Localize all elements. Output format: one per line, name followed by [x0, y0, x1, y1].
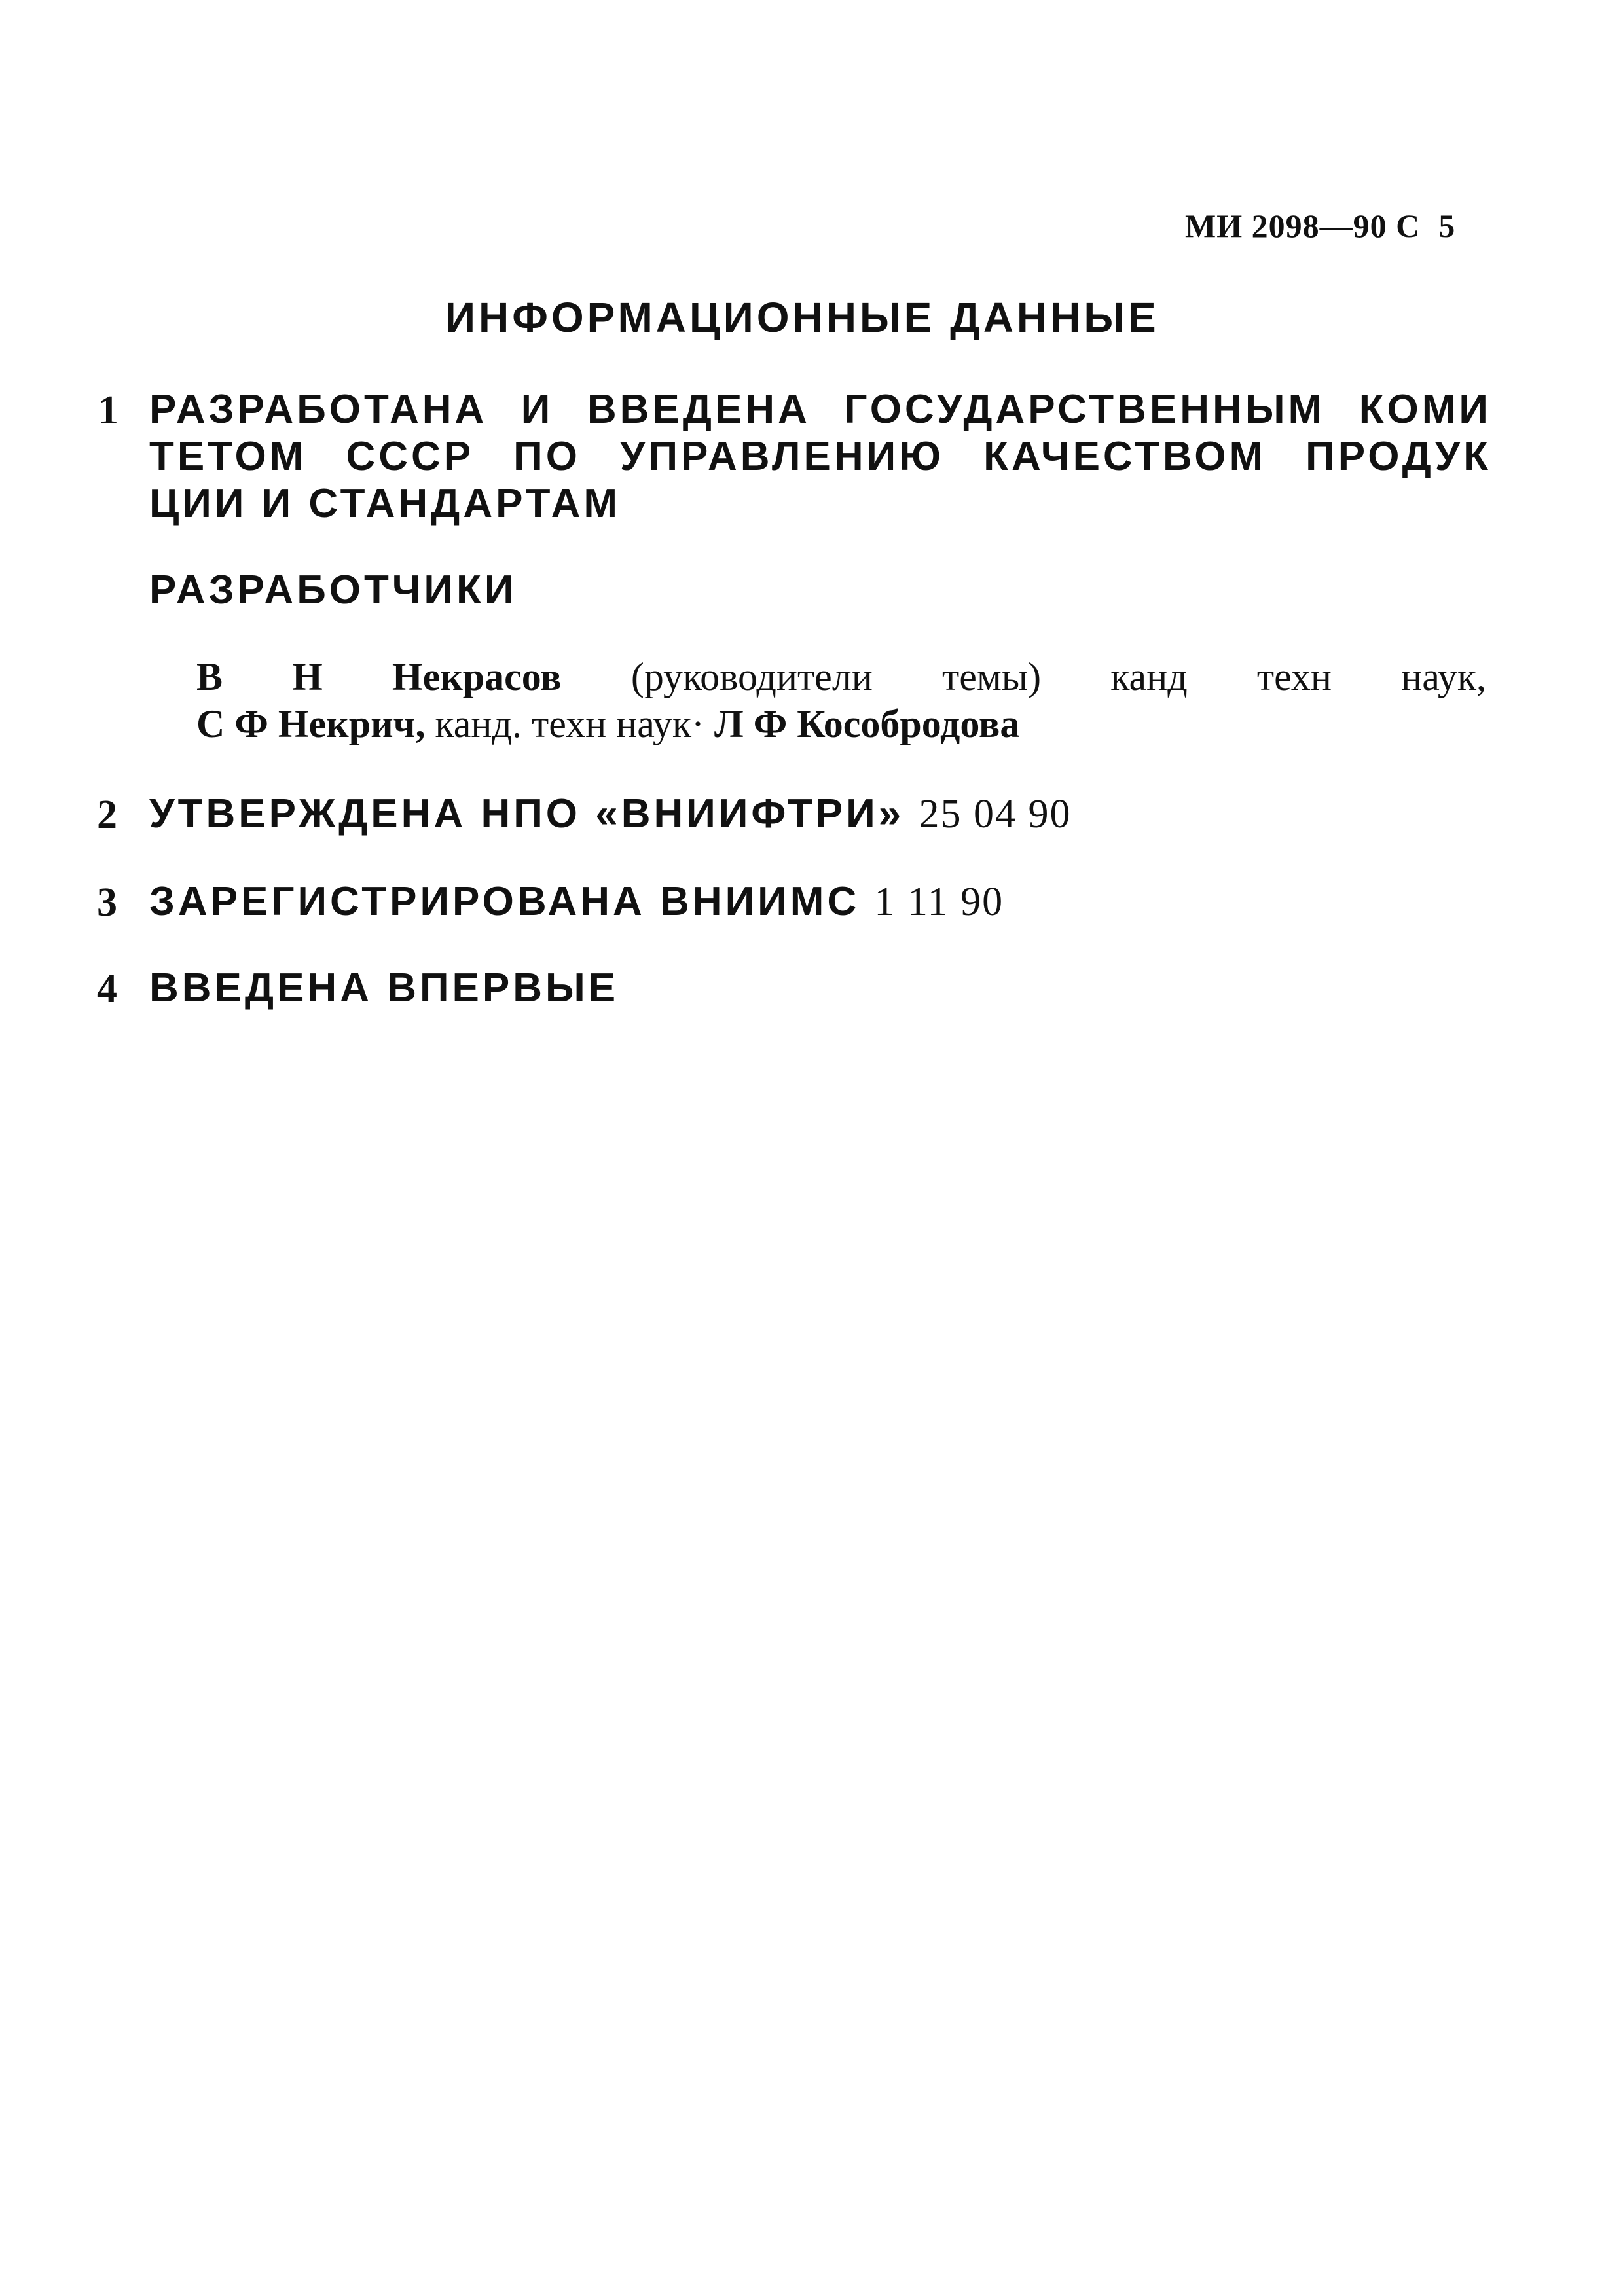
item-3-number: 3 — [97, 880, 117, 925]
item-2-number: 2 — [97, 793, 117, 837]
item-3-label: ЗАРЕГИСТРИРОВАНА ВНИИМС — [149, 879, 860, 924]
developer-name: Л Ф Кособродова — [714, 702, 1020, 745]
item-1-number: 1 — [98, 388, 119, 433]
page-number: 5 — [1438, 207, 1456, 244]
item-2-label: УТВЕРЖДЕНА НПО «ВНИИФТРИ» — [149, 791, 905, 836]
page-header — [1185, 207, 1455, 245]
document-reference: МИ 2098—90 С — [1185, 207, 1421, 244]
item-3 — [149, 878, 1004, 925]
item-1-line-3: ЦИИ И СТАНДАРТАМ — [149, 481, 621, 526]
item-2 — [149, 791, 1071, 838]
item-4-number: 4 — [97, 967, 117, 1011]
item-2-date: 25 04 90 — [919, 792, 1072, 836]
developer-role: канд. техн наук· — [435, 702, 705, 745]
item-4-label: ВВЕДЕНА ВПЕРВЫЕ — [149, 965, 619, 1011]
developers-heading: РАЗРАБОТЧИКИ — [149, 567, 517, 613]
developers-line-2 — [196, 702, 1019, 747]
developer-name: С Ф Некрич, — [196, 702, 426, 745]
developers-line-1 — [196, 655, 1486, 700]
developer-role: (руководители темы) канд техн наук, — [630, 655, 1486, 698]
developer-name: В Н Некрасов — [196, 655, 562, 698]
item-3-date: 1 11 90 — [874, 880, 1004, 924]
page-title: ИНФОРМАЦИОННЫЕ ДАННЫЕ — [445, 294, 1159, 341]
item-1-line-1: РАЗРАБОТАНА И ВВЕДЕНА ГОСУДАРСТВЕННЫМ КОМИ — [149, 387, 1491, 432]
item-1-line-2: ТЕТОМ СССР ПО УПРАВЛЕНИЮ КАЧЕСТВОМ ПРОДУК — [149, 434, 1491, 479]
